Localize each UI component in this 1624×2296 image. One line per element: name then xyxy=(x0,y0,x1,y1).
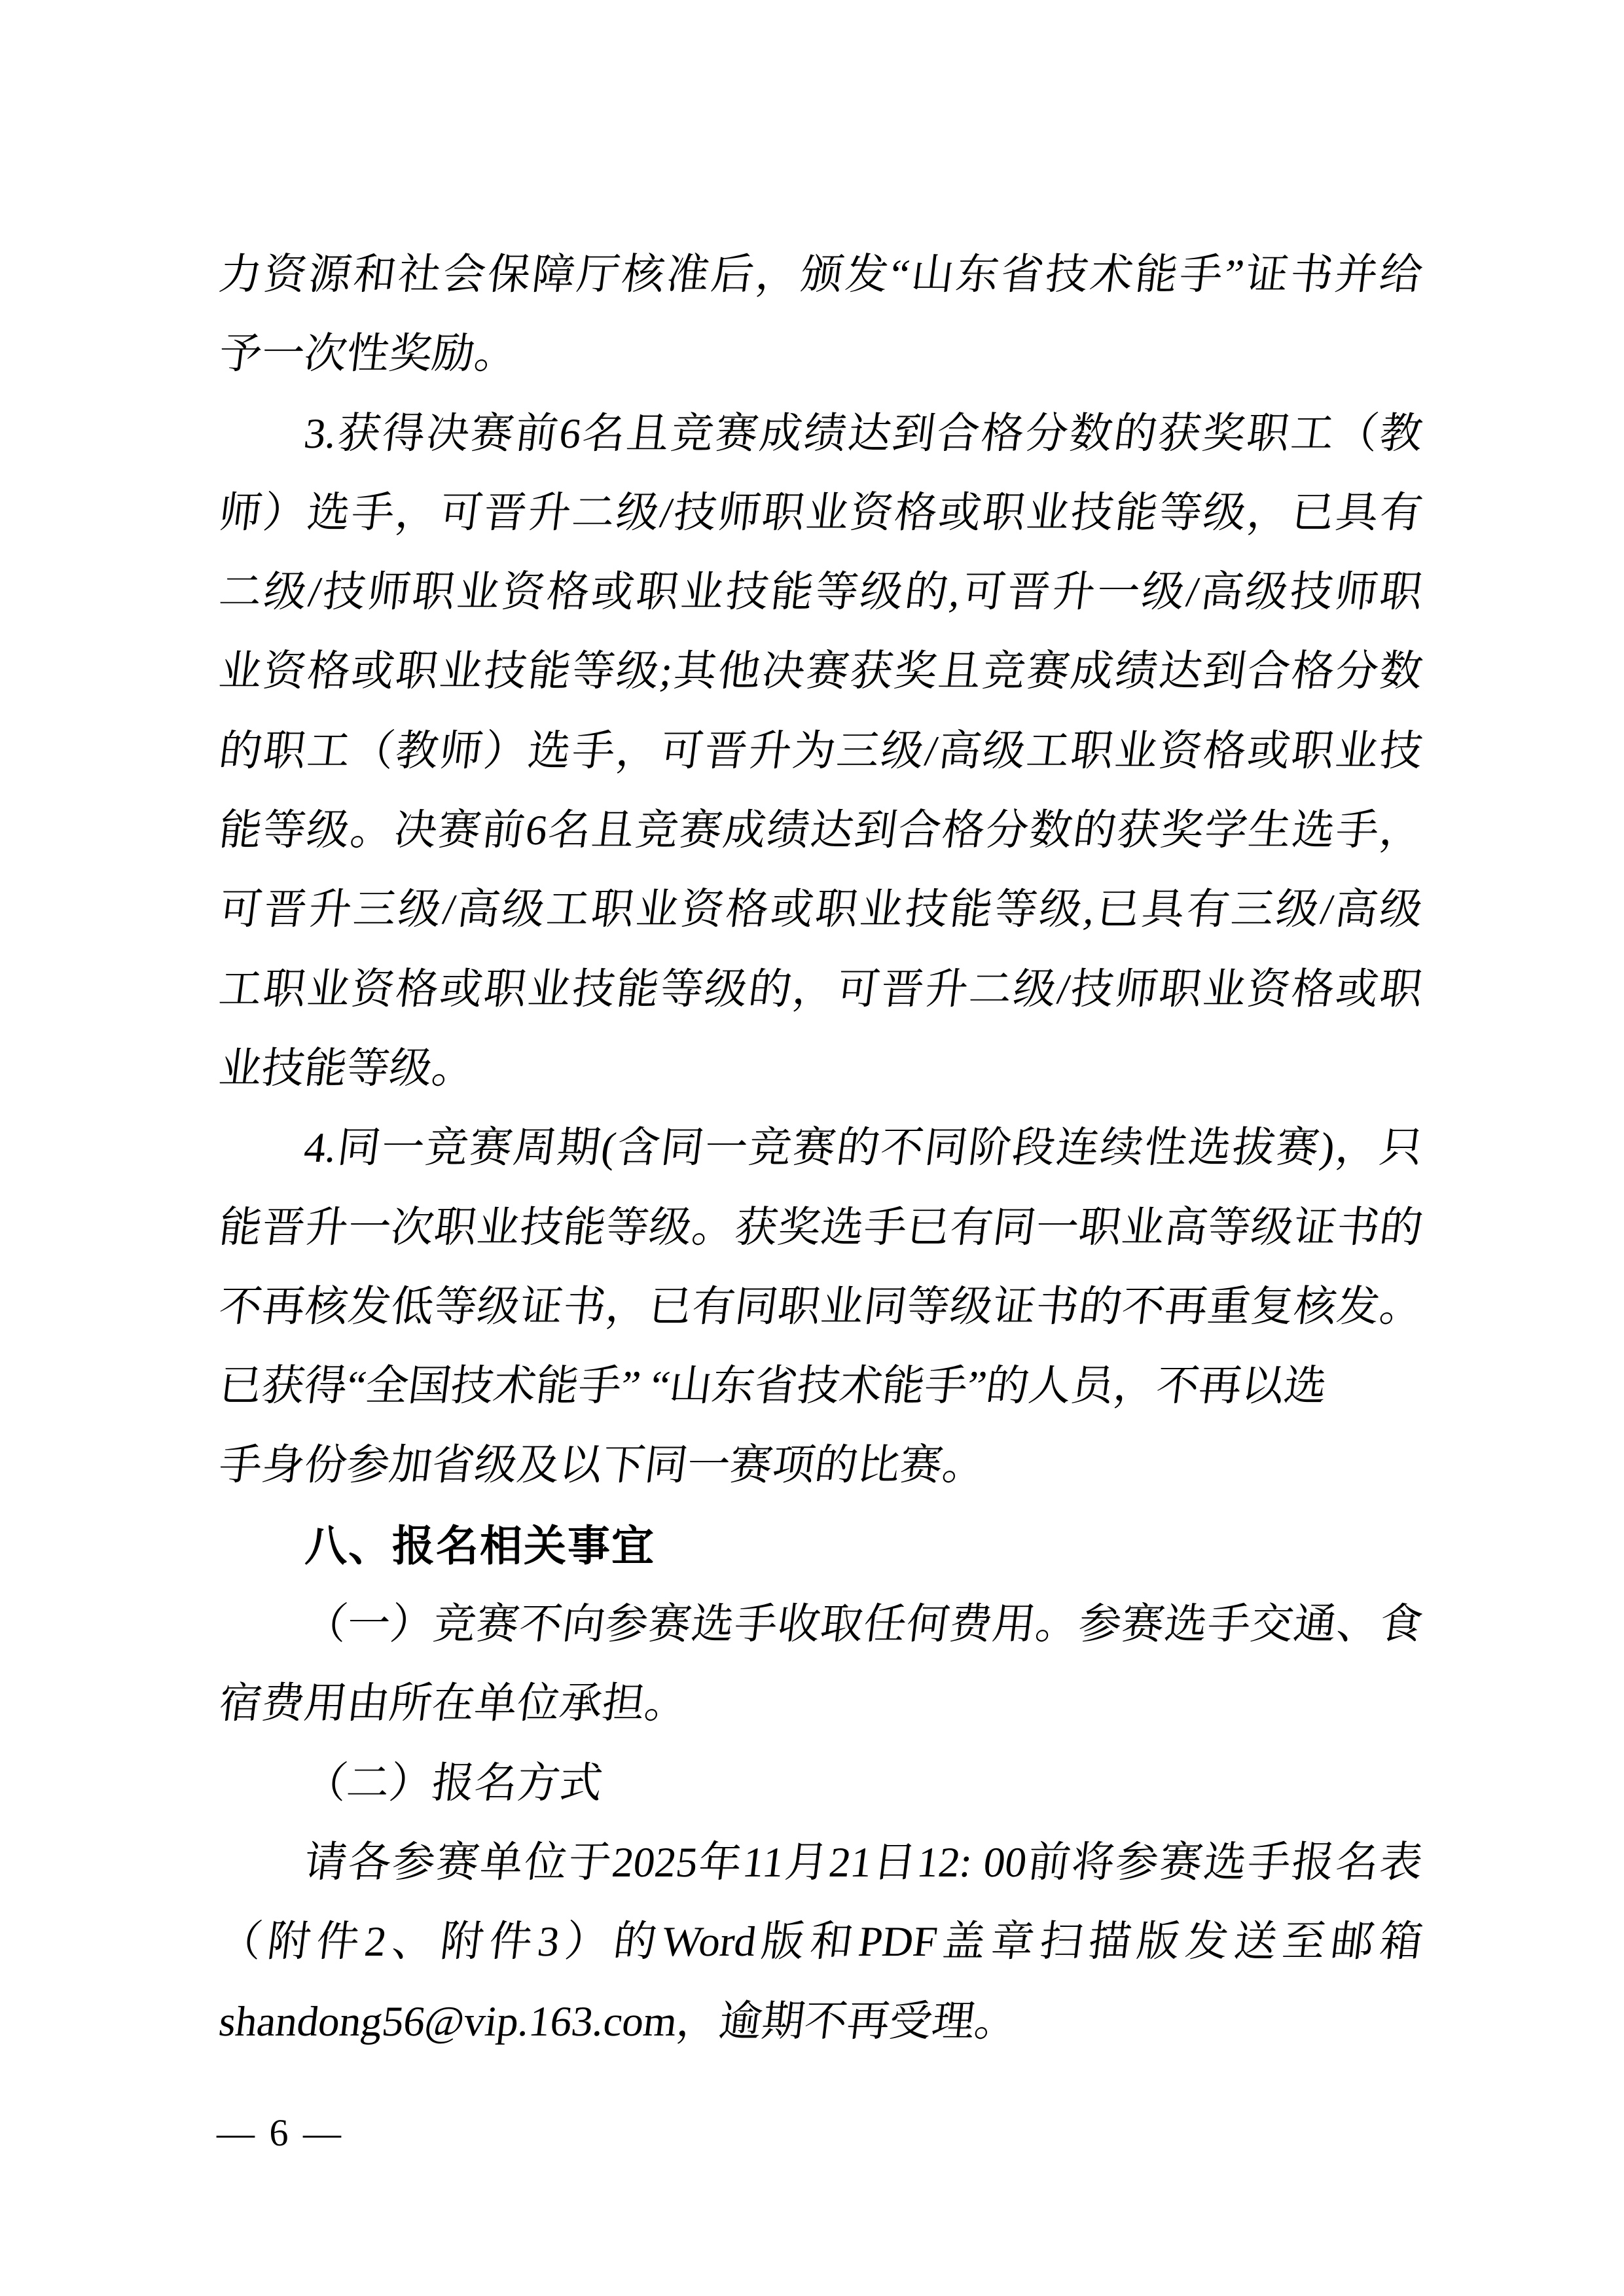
body-line: 请各参赛单位于2025年11月21日12: 00前将参赛选手报名表 xyxy=(301,1839,1426,1886)
body-line: （附件2、附件3）的Word版和PDF盖章扫描版发送至邮箱 xyxy=(216,1918,1426,1966)
body-line: 师）选手，可晋升二级/技师职业资格或职业技能等级，已具有 xyxy=(216,489,1426,537)
body-line: 的职工（教师）选手，可晋升为三级/高级工职业资格或职业技 xyxy=(216,727,1426,775)
body-line: 已获得“全国技术能手” “山东省技术能手”的人员，不再以选 xyxy=(216,1363,1330,1410)
body-line: 3.获得决赛前6名且竞赛成绩达到合格分数的获奖职工（教 xyxy=(301,410,1426,457)
body-line: 业技能等级。 xyxy=(216,1045,478,1092)
body-line: （二）报名方式 xyxy=(301,1759,605,1807)
body-line: 可晋升三级/高级工职业资格或职业技能等级,已具有三级/高级 xyxy=(216,886,1426,934)
page-number: — 6 — xyxy=(217,2111,344,2154)
body-line: 宿费用由所在单位承担。 xyxy=(216,1680,691,1728)
body-line: （一）竞赛不向参赛选手收取任何费用。参赛选手交通、食 xyxy=(301,1601,1426,1649)
body-line: 业资格或职业技能等级;其他决赛获奖且竞赛成绩达到合格分数 xyxy=(216,648,1426,696)
section-heading: 八、报名相关事宜 xyxy=(304,1521,656,1570)
body-line: 手身份参加省级及以下同一赛项的比赛。 xyxy=(216,1442,988,1490)
body-line: 力资源和社会保障厅核准后，颁发“山东省技术能手”证书并给 xyxy=(216,251,1426,298)
body-line: 能晋升一次职业技能等级。获奖选手已有同一职业高等级证书的 xyxy=(216,1204,1426,1251)
document-body xyxy=(216,236,1426,2062)
body-line: 不再核发低等级证书，已有同职业同等级证书的不再重复核发。 xyxy=(216,1283,1426,1331)
body-line: 予一次性奖励。 xyxy=(216,331,520,378)
body-line email-line: shandong56@vip.163.com，逾期不再受理。 xyxy=(216,1998,1020,2045)
body-line: 工职业资格或职业技能等级的，可晋升二级/技师职业资格或职 xyxy=(216,965,1426,1013)
body-line: 二级/技师职业资格或职业技能等级的,可晋升一级/高级技师职 xyxy=(216,569,1426,617)
body-line: 能等级。决赛前6名且竞赛成绩达到合格分数的获奖学生选手， xyxy=(216,807,1426,855)
body-line: 4.同一竞赛周期(含同一竞赛的不同阶段连续性选拔赛)，只 xyxy=(301,1124,1426,1172)
